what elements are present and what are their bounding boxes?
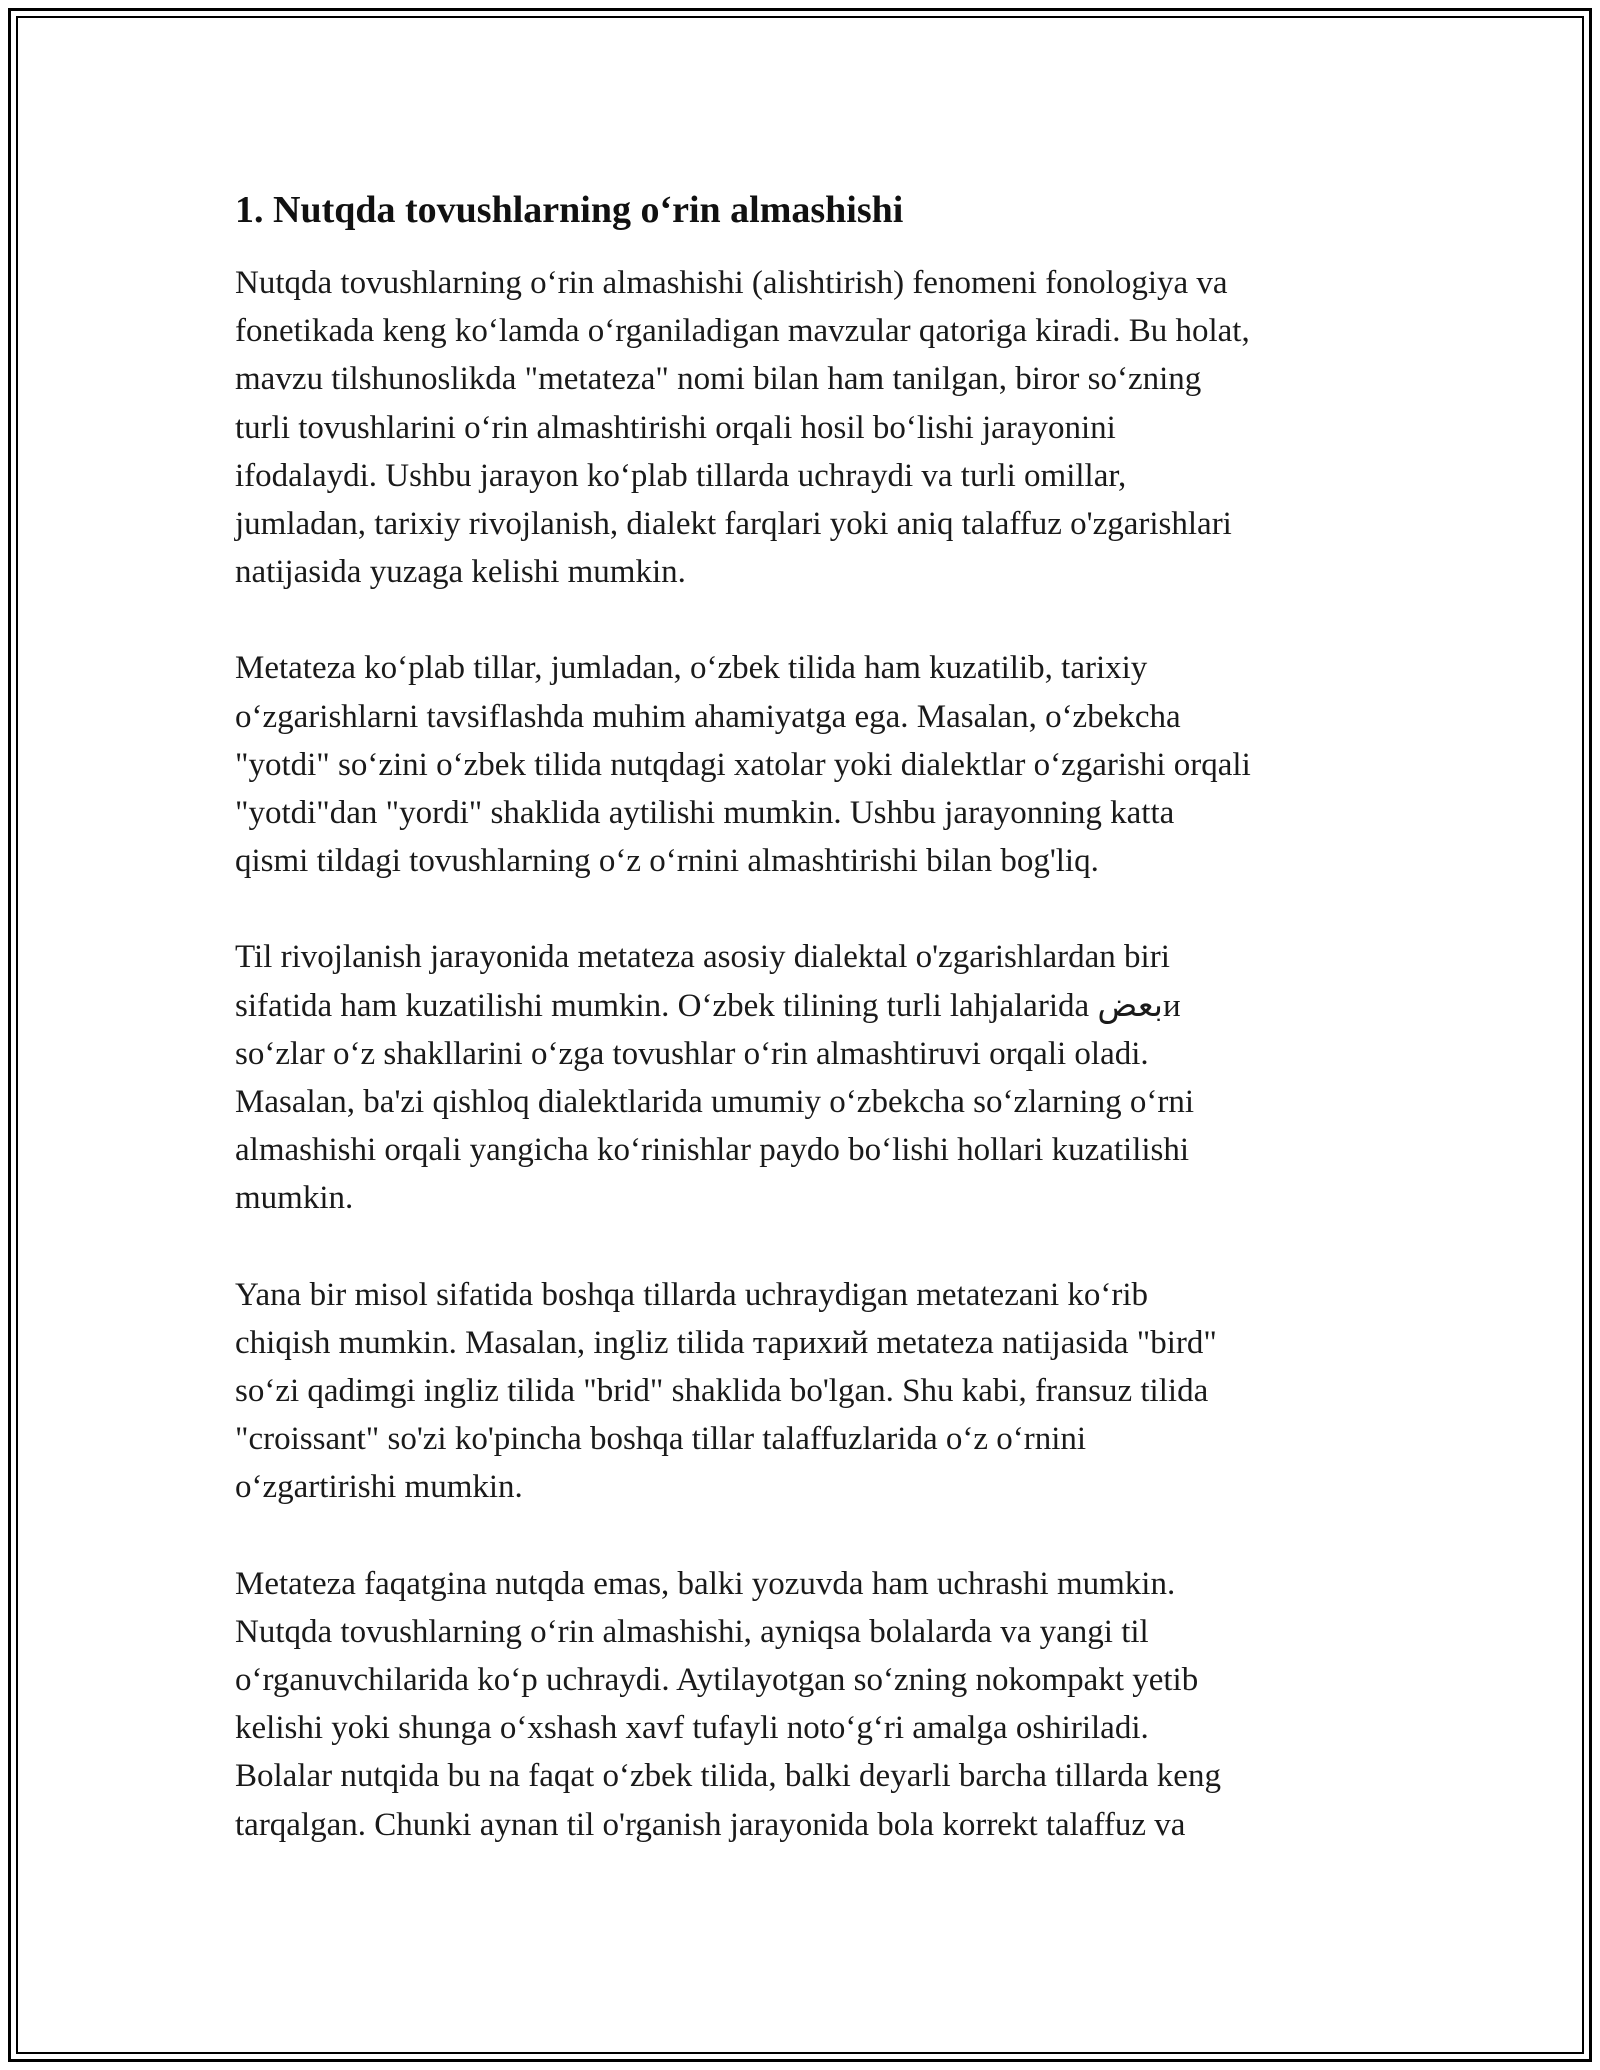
text-line: mumkin. (235, 1180, 354, 1217)
text-line: Nutqda tovushlarning o‘rin almashishi, ayniqsa bolalarda va yangi til (235, 1613, 1149, 1650)
text-line: Masalan, ba'zi qishloq dialektlarida umumiy o‘zbekcha so‘zlarning o‘rni (235, 1084, 1194, 1121)
paragraph (235, 644, 1370, 885)
text-line: o‘zgarishlarni tavsiflashda muhim ahamiyatga ega. Masalan, o‘zbekcha (235, 698, 1181, 735)
section-heading: 1. Nutqda tovushlarning o‘rin almashishi (235, 189, 904, 231)
paragraph-list (235, 259, 1370, 1849)
text-line: "yotdi"dan "yordi" shaklida aytilishi mumkin. Ushbu jarayonning katta (235, 795, 1175, 832)
text-line: ifodalaydi. Ushbu jarayon ko‘plab tillarda uchraydi va turli omillar, (235, 457, 1127, 494)
text-line: "yotdi" so‘zini o‘zbek tilida nutqdagi xatolar yoki dialektlar o‘zgarishi orqali (235, 746, 1251, 783)
paragraph (235, 259, 1370, 596)
text-line: o‘rganuvchilarida ko‘p uchraydi. Aytilayotgan so‘zning nokompakt yetib (235, 1662, 1199, 1699)
text-line: so‘zlar o‘z shakllarini o‘zga tovushlar o‘rin almashtiruvi orqali oladi. (235, 1035, 1149, 1072)
text-line: Metateza ko‘plab tillar, jumladan, o‘zbek tilida ham kuzatilib, tarixiy (235, 650, 1148, 687)
paragraph (235, 933, 1370, 1222)
text-line: kelishi yoki shunga o‘xshash xavf tufayli noto‘g‘ri amalga oshiriladi. (235, 1710, 1149, 1747)
text-line: qismi tildagi tovushlarning o‘z o‘rnini almashtirishi bilan bog'liq. (235, 843, 1099, 880)
text-line: natijasida yuzaga kelishi mumkin. (235, 554, 686, 591)
text-line: "croissant" so'zi ko'pincha boshqa tillar talaffuzlarida o‘z o‘rnini (235, 1421, 1087, 1458)
text-line: Metateza faqatgina nutqda emas, balki yozuvda ham uchrashi mumkin. (235, 1565, 1176, 1602)
paragraph (235, 1560, 1370, 1849)
text-line: jumladan, tarixiy rivojlanish, dialekt farqlari yoki aniq talaffuz o'zgarishlari (235, 506, 1232, 543)
text-line: o‘zgartirishi mumkin. (235, 1469, 523, 1506)
document-body (235, 185, 1370, 1897)
text-line: Nutqda tovushlarning o‘rin almashishi (alishtirish) fenomeni fonologiya va (235, 265, 1228, 301)
text-line: chiqish mumkin. Masalan, ingliz tilida тарихий metateza natijasida "bird" (235, 1324, 1217, 1361)
text-line: turli tovushlarini o‘rin almashtirishi orqali hosil bo‘lishi jarayonini (235, 409, 1116, 446)
text-line: sifatida ham kuzatilishi mumkin. O‘zbek tilining turli lahjalarida بعضи (235, 987, 1181, 1024)
text-line: Yana bir misol sifatida boshqa tillarda uchraydigan metatezani ko‘rib (235, 1276, 1149, 1313)
text-line: Bolalar nutqida bu na faqat o‘zbek tilida, balki deyarli barcha tillarda keng (235, 1758, 1221, 1795)
text-line: mavzu tilshunoslikda "metateza" nomi bilan ham tanilgan, biror so‘zning (235, 361, 1202, 398)
text-line: fonetikada keng ko‘lamda o‘rganiladigan mavzular qatoriga kiradi. Bu holat, (235, 313, 1250, 350)
text-line: so‘zi qadimgi ingliz tilida "brid" shaklida bo'lgan. Shu kabi, fransuz tilida (235, 1373, 1209, 1410)
text-line: Til rivojlanish jarayonida metateza asosiy dialektal o'zgarishlardan biri (235, 939, 1170, 976)
paragraph (235, 1271, 1370, 1512)
text-line: almashishi orqali yangicha ko‘rinishlar paydo bo‘lishi hollari kuzatilishi (235, 1132, 1190, 1169)
text-line: tarqalgan. Chunki aynan til o'rganish jarayonida bola korrekt talaffuz va (235, 1806, 1186, 1843)
